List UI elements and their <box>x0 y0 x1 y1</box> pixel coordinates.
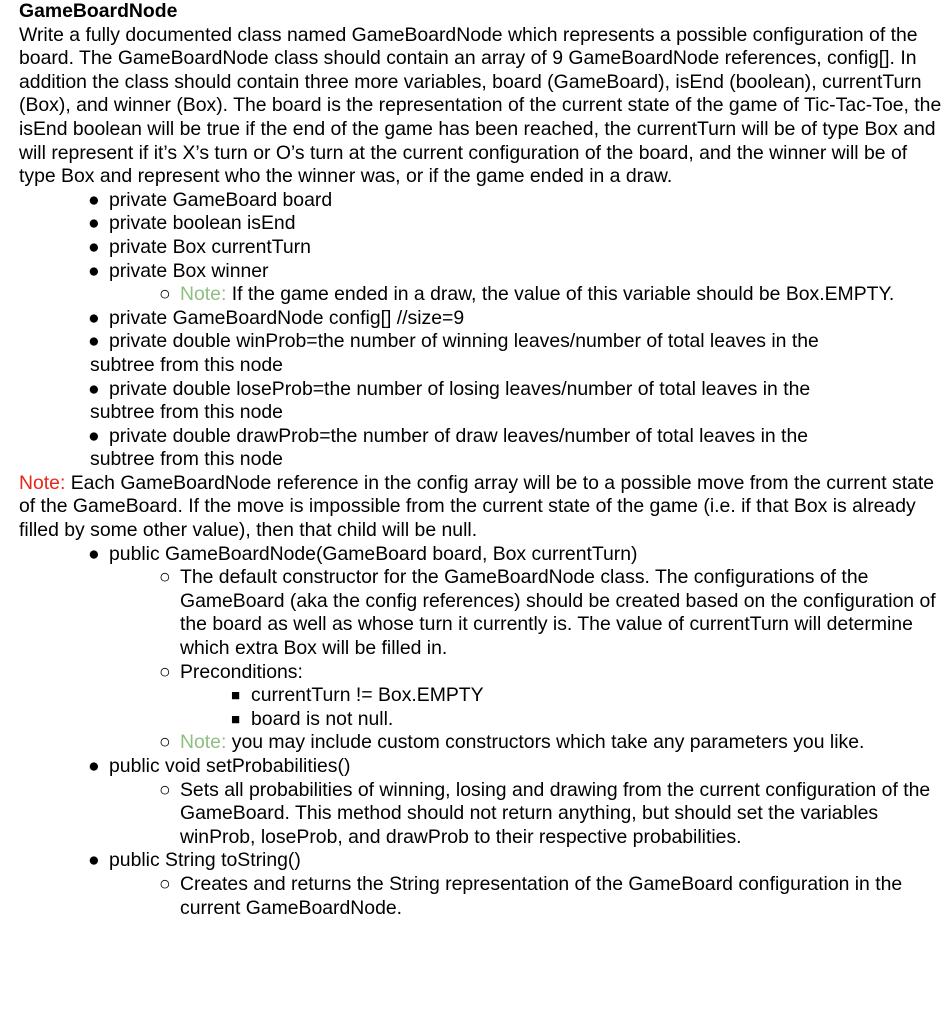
bullet-dot-icon: ● <box>88 330 100 353</box>
bullet-circle-icon: ○ <box>159 778 171 801</box>
field-item <box>19 378 944 425</box>
method-item <box>19 755 944 779</box>
method-detail <box>19 873 944 920</box>
field-item <box>19 425 944 472</box>
bullet-dot-icon: ● <box>88 306 100 329</box>
field-lose-prob: private double loseProb=the number of losing leaves/number of total leaves in the <box>109 377 811 400</box>
method-detail <box>19 566 944 660</box>
bullet-dot-icon: ● <box>88 212 100 235</box>
method-detail <box>19 731 944 755</box>
precondition-text: currentTurn != Box.EMPTY <box>251 684 484 707</box>
precondition-item <box>19 684 944 708</box>
set-probabilities-description: Sets all probabilities of winning, losing and drawing from the current configuration of the GameBoard. This method should not return anything, but should set the variables winProb, loseProb, and drawProb to their respective probabilities. <box>180 778 931 848</box>
to-string-description: Creates and returns the String representation of the GameBoard configuration in the current GameBoardNode. <box>180 872 903 919</box>
bullet-circle-icon: ○ <box>159 731 171 754</box>
note-text: Each GameBoardNode reference in the config array will be to a possible move from the current state of the GameBoard. If the move is impossible from the current state of the game (i.e. if that Box is already filled by some other value), then that child will be null. <box>19 471 935 542</box>
constructor-description: The default constructor for the GameBoardNode class. The configurations of the GameBoard (aka the config references) should be created based on the configuration of the board as well as whose turn it currently is. The value of currentTurn will determine which extra Box will be filled in. <box>180 566 936 660</box>
preconditions-label: Preconditions: <box>180 660 303 683</box>
bullet-dot-icon: ● <box>88 849 100 872</box>
field-item <box>19 260 944 284</box>
method-item <box>19 543 944 567</box>
precondition-text: board is not null. <box>251 707 394 730</box>
field-lose-prob-continued: subtree from this node <box>90 401 283 424</box>
field-item <box>19 212 944 236</box>
note-label: Note: <box>180 731 227 754</box>
method-detail <box>19 779 944 850</box>
field-winner: private Box winner <box>109 259 269 282</box>
winner-note <box>19 283 944 307</box>
note-text: If the game ended in a draw, the value of this variable should be Box.EMPTY. <box>226 283 895 306</box>
field-current-turn: private Box currentTurn <box>109 235 311 258</box>
bullet-dot-icon: ● <box>88 424 100 447</box>
bullet-dot-icon: ● <box>88 259 100 282</box>
precondition-item <box>19 708 944 732</box>
to-string-signature: public String toString() <box>109 849 301 872</box>
field-is-end: private boolean isEnd <box>109 212 296 235</box>
bullet-dot-icon: ● <box>88 235 100 258</box>
field-item <box>19 189 944 213</box>
bullet-square-icon: ■ <box>231 687 241 705</box>
bullet-dot-icon: ● <box>88 755 100 777</box>
bullet-square-icon: ■ <box>231 710 241 728</box>
field-config: private GameBoardNode config[] //size=9 <box>109 306 465 329</box>
bullet-circle-icon: ○ <box>159 872 171 895</box>
page-title: GameBoardNode <box>19 0 178 22</box>
method-item <box>19 849 944 873</box>
set-probabilities-signature: public void setProbabilities() <box>109 755 351 777</box>
config-note-paragraph <box>19 472 944 543</box>
bullet-circle-icon: ○ <box>159 660 171 683</box>
method-detail <box>19 661 944 685</box>
intro-paragraph: Write a fully documented class named GameBoardNode which represents a possible configuration of the board. The GameBoardNode class should contain an array of 9 GameBoardNode references, config[]. In addition the class should contain three more variables, board (GameBoard), isEnd (boolean), currentTurn (Box), and winner (Box). The board is the representation of the current state of the game of Tic-Tac-Toe, the isEnd boolean will be true if the end of the game has been reached, the currentTurn will be of type Box and will represent if it’s X’s turn or O’s turn at the current configuration of the board, and the winner will be of type Box and represent who the winner was, or if the game ended in a draw. <box>19 23 942 188</box>
field-board: private GameBoard board <box>109 188 333 211</box>
note-label: Note: <box>19 471 66 494</box>
note-text: you may include custom constructors which take any parameters you like. <box>226 731 865 754</box>
field-draw-prob: private double drawProb=the number of draw leaves/number of total leaves in the <box>109 424 809 447</box>
constructor-signature: public GameBoardNode(GameBoard board, Box currentTurn) <box>109 542 638 565</box>
note-label: Note: <box>180 283 227 306</box>
field-win-prob-continued: subtree from this node <box>90 353 283 376</box>
field-item <box>19 236 944 260</box>
field-item <box>19 330 944 377</box>
document <box>19 0 944 920</box>
bullet-circle-icon: ○ <box>159 566 171 589</box>
field-item <box>19 307 944 331</box>
bullet-dot-icon: ● <box>88 542 100 565</box>
field-win-prob: private double winProb=the number of winning leaves/number of total leaves in the <box>109 330 819 353</box>
bullet-circle-icon: ○ <box>159 283 171 306</box>
field-draw-prob-continued: subtree from this node <box>90 448 283 471</box>
bullet-dot-icon: ● <box>88 377 100 400</box>
bullet-dot-icon: ● <box>88 188 100 211</box>
